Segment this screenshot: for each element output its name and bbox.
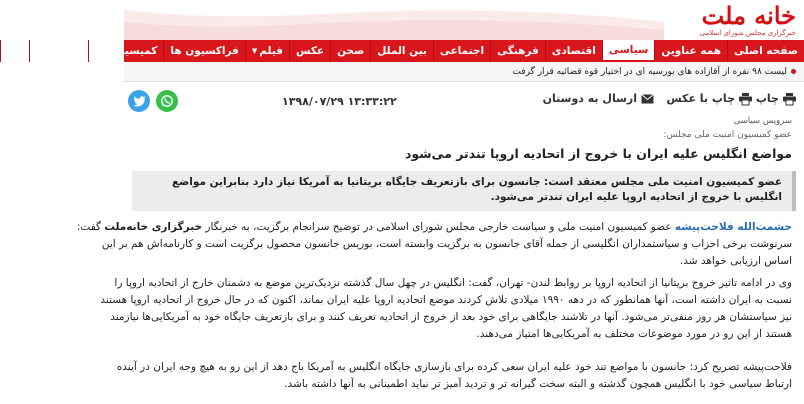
envelope-icon [641, 94, 654, 104]
paragraph-line [76, 219, 792, 236]
article-paragraph-2 [100, 275, 792, 343]
nav-item-international[interactable]: بین الملل [370, 40, 433, 62]
twitter-share-button[interactable] [128, 90, 150, 112]
paragraph-line: نسبت به ایران داشته است، آنها همانطور که در دهه ۱۹۹۰ میلادی تلاش کردند موضع اتحادیه اروپا علیه ایران بماند، اکنون که در حال خروج از اتحادیه اروپا هستند [100, 294, 792, 306]
nav-item-all-titles[interactable]: همه عناوین [654, 40, 727, 62]
send-to-friends-button[interactable] [543, 92, 654, 105]
whatsapp-icon [160, 94, 174, 108]
twitter-icon [133, 96, 146, 107]
logo-subtitle: خبرگزاری مجلس شورای اسلامی [699, 29, 796, 37]
publish-date: ۱۳۹۸/۰۷/۲۹ ۱۳:۳۳:۲۲ [282, 95, 397, 108]
nav-item-provinces[interactable]: استان ها [29, 40, 88, 62]
article-paragraph-1 [76, 219, 792, 270]
ticker-link[interactable]: لیست ۹۸ نفره از آقازاده های بورسیه ای در اختیار قوه قضائیه قرار گرفت [512, 66, 787, 77]
nav-item-parliament-floor[interactable]: صحن [330, 40, 370, 62]
reporter-link[interactable]: حشمت‌الله فلاحت‌پیشه [674, 221, 792, 233]
nav-item-home[interactable]: صفحه اصلی [727, 40, 804, 62]
send-to-friends-label: ارسال به دوستان [542, 92, 637, 105]
nav-item-factions[interactable]: فراکسیون ها [163, 40, 245, 62]
main-nav [7, 40, 804, 62]
printer-icon [783, 93, 796, 105]
nav-item-political[interactable]: سیاسی [602, 40, 655, 62]
printer-icon [739, 93, 752, 105]
site-header [124, 0, 804, 40]
paragraph-text: عضو کمیسیون امنیت ملی و سیاست خارجی مجلس شورای اسلامی در توضیح سرانجام برگزیت، به خبرنگار [202, 221, 675, 233]
print-label: چاپ [755, 92, 779, 105]
service-label: سرویس سیاسی [733, 116, 792, 126]
paragraph-line: هستند از این رو در مورد موضوعات مختلف به آمریکایی‌ها امتیاز می‌دهند. [476, 328, 792, 340]
paragraph-line: سرنوشت برخی احزاب و سیاستمداران انگلیسی از جمله آقای جانسون به برگزیت وابسته است، بوریس جانسون محصول برگزیت است و کارنامه‌اش هم بر این [101, 238, 792, 250]
article-paragraph-3 [116, 359, 792, 393]
header-decoration [124, 0, 664, 40]
news-ticker [124, 62, 804, 82]
paragraph-line: ارتباط سیاسی خود با انگلیس همچون گذشته و البته سخت گیرانه تر و تردید آمیز تر نباید اطمینانی به آنها داشته باشد. [284, 378, 792, 390]
article-toolbar [124, 88, 804, 114]
chevron-down-icon: ▼ [251, 47, 258, 55]
paragraph-line: وی در ادامه تاثیر خروج بریتانیا از اتحادیه اروپا بر روابط لندن- تهران، گفت: انگلیس در چهل سال گذشته نزدیک‌ترین موضع به دشمنان خارج از اتحادیه اروپا را [114, 277, 792, 289]
nav-item-commissions[interactable]: کمیسیون ها [88, 40, 164, 62]
paragraph-line: فلاحت‌پیشه تصریح کرد: جانسون با مواضع تند خود علیه ایران سعی کرده برای بازسازی جایگاه انگلیس به آمریکا باج دهد از این رو به هیچ وجه ایران در آینده [116, 361, 792, 373]
nav-item-photo[interactable]: عکس [289, 40, 330, 62]
article-title: مواضع انگلیس علیه ایران با خروج از اتحادیه اروپا تندتر می‌شود [404, 146, 792, 161]
print-with-photo-button[interactable] [667, 92, 753, 105]
nav-item-economic[interactable]: اقتصادی [545, 40, 602, 62]
nav-item-cultural[interactable]: فرهنگی [490, 40, 545, 62]
paragraph-text: گفت: [76, 221, 105, 233]
nav-item-video-label: فیلم [259, 45, 283, 57]
article-lead: عضو کمیسیون امنیت ملی مجلس معتقد است: جانسون برای بازتعریف جایگاه بریتانیا به آمریکا نیاز دارد بنابراین مواضع انگلیس با خروج از اتحادیه اروپا علیه ایران تندتر می‌شود. [132, 171, 796, 211]
paragraph-line: نیز سیاستشان هر روز منفی‌تر می‌شود. آنها در تلاشند جایگاهی برای خود بعد از خروج از اتحادیه تعریف کنند و برای بازتعریف جایگاه خود به آمریکایی‌ها نیازمند [110, 311, 792, 323]
article-rutitr: عضو کمیسیون امنیت ملی مجلس: [663, 130, 792, 140]
ticker-bullet [791, 69, 796, 74]
paragraph-line: اساس ارزیابی خواهد شد. [679, 255, 792, 267]
print-button[interactable] [756, 92, 796, 105]
nav-item-board[interactable]: هیا [0, 40, 29, 62]
logo-title: خانه ملت [701, 1, 796, 30]
nav-item-video[interactable] [245, 40, 289, 62]
agency-name: خبرگزاری خانه‌ملت [104, 221, 203, 233]
whatsapp-share-button[interactable] [156, 90, 178, 112]
site-logo[interactable] [666, 1, 796, 38]
print-with-photo-label: چاپ با عکس [666, 92, 735, 105]
nav-item-social[interactable]: اجتماعی [433, 40, 490, 62]
